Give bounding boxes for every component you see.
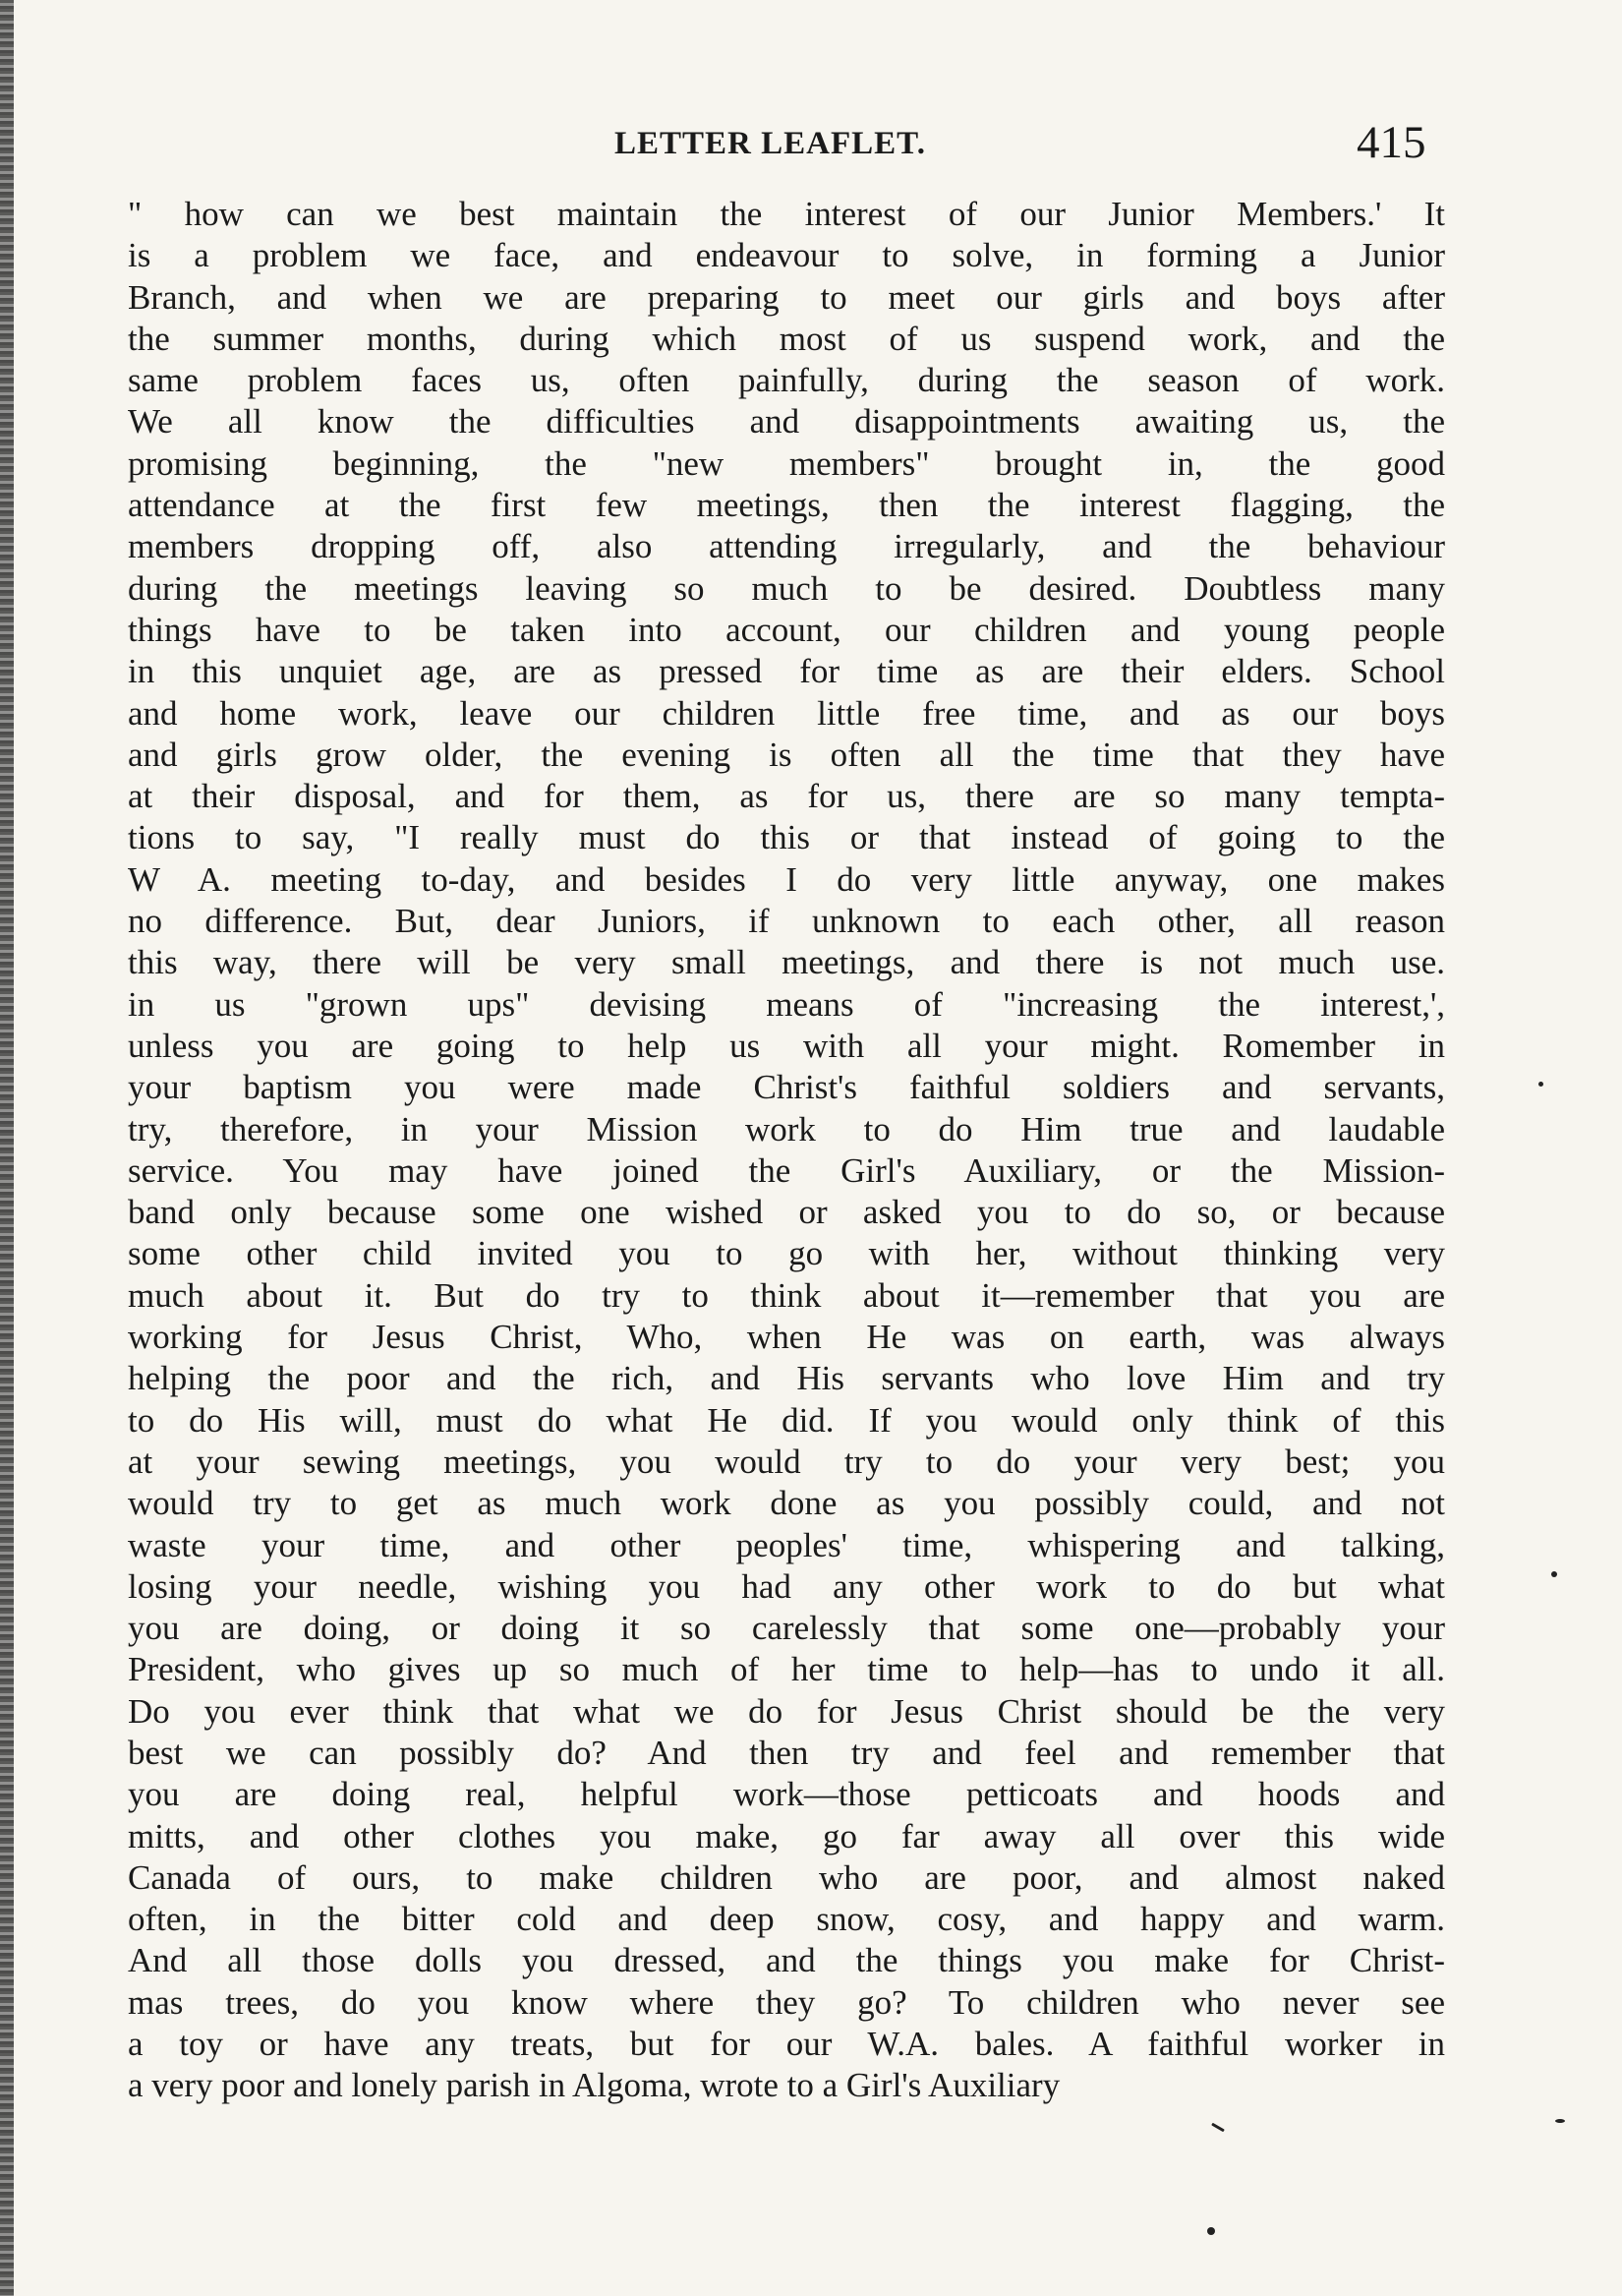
scan-speck	[1211, 2123, 1225, 2133]
text-line: mitts, and other clothes you make, go far away all over this wide	[128, 1816, 1445, 1855]
text-line: you are doing real, helpful work—those petticoats and hoods and	[128, 1775, 1445, 1814]
text-line: W A. meeting to-day, and besides I do very little anyway, one makes	[128, 859, 1445, 899]
text-line: your baptism you were made Christ's faithful soldiers and servants,	[128, 1068, 1445, 1107]
text-line: things have to be taken into account, our children and young people	[128, 610, 1445, 649]
text-line: you are doing, or doing it so carelessly that some one—probably your	[128, 1609, 1445, 1648]
text-line: Do you ever think that what we do for Jesus Christ should be the very	[128, 1691, 1445, 1731]
text-line: would try to get as much work done as you possibly could, and not	[128, 1484, 1445, 1523]
text-line: tions to say, "I really must do this or that instead of going to the	[128, 818, 1445, 857]
text-line: a toy or have any treats, but for our W.A. bales. A faithful worker in	[128, 2025, 1445, 2064]
text-line: often, in the bitter cold and deep snow, cosy, and happy and warm.	[128, 1900, 1445, 1939]
text-line: service. You may have joined the Girl's Auxiliary, or the Mission-	[128, 1150, 1445, 1190]
text-line: losing your needle, wishing you had any other work to do but what	[128, 1566, 1445, 1606]
page-header	[128, 116, 1445, 185]
text-line: much about it. But do try to think about it—remember that you are	[128, 1275, 1445, 1315]
text-line: and home work, leave our children little free time, and as our boys	[128, 693, 1445, 733]
scan-speck	[1207, 2227, 1215, 2235]
text-line: mas trees, do you know where they go? To children who never see	[128, 1982, 1445, 2022]
text-line: President, who gives up so much of her time to help—has to undo it all.	[128, 1650, 1445, 1689]
running-title: LETTER LEAFLET.	[614, 126, 926, 161]
page-number: 415	[1357, 117, 1426, 168]
text-line: We all know the difficulties and disappointments awaiting us, the	[128, 402, 1445, 442]
text-line: " how can we best maintain the interest of our Junior Members.' It	[128, 195, 1445, 233]
text-line: same problem faces us, often painfully, during the season of work.	[128, 361, 1445, 400]
text-line: Canada of ours, to make children who are poor, and almost naked	[128, 1857, 1445, 1897]
text-line: at your sewing meetings, you would try to do your very best; you	[128, 1442, 1445, 1481]
text-line: attendance at the first few meetings, then the interest flagging, the	[128, 486, 1445, 525]
text-line: unless you are going to help us with all your might. Romember in	[128, 1026, 1445, 1065]
scan-speck	[1555, 2119, 1565, 2123]
text-line: during the meetings leaving so much to be desired. Doubtless many	[128, 568, 1445, 608]
text-line: promising beginning, the "new members" brought in, the good	[128, 443, 1445, 483]
text-line: waste your time, and other peoples' time, whispering and talking,	[128, 1525, 1445, 1564]
text-line: is a problem we face, and endeavour to solve, in forming a Junior	[128, 236, 1445, 275]
binding-edge	[0, 0, 14, 2296]
text-line: this way, there will be very small meetings, and there is not much use.	[128, 943, 1445, 982]
text-line: Branch, and when we are preparing to meet our girls and boys after	[128, 277, 1445, 317]
text-line: to do His will, must do what He did. If you would only think of this	[128, 1400, 1445, 1440]
text-line: members dropping off, also attending irregularly, and the behaviour	[128, 527, 1445, 566]
scan-speck	[1538, 1082, 1543, 1087]
text-line: in this unquiet age, are as pressed for time as are their elders. School	[128, 652, 1445, 691]
text-line: the summer months, during which most of us suspend work, and the	[128, 319, 1445, 358]
text-line: a very poor and lonely parish in Algoma, wrote to a Girl's Auxiliary	[128, 2066, 1061, 2105]
text-line: best we can possibly do? And then try and feel and remember that	[128, 1733, 1445, 1772]
text-line: helping the poor and the rich, and His servants who love Him and try	[128, 1359, 1445, 1398]
text-line: some other child invited you to go with her, without thinking very	[128, 1234, 1445, 1273]
text-line: at their disposal, and for them, as for us, there are so many tempta-	[128, 777, 1445, 816]
text-line: try, therefore, in your Mission work to do Him true and laudable	[128, 1109, 1445, 1148]
text-line: working for Jesus Christ, Who, when He was on earth, was always	[128, 1318, 1445, 1357]
text-line: And all those dolls you dressed, and the things you make for Christ-	[128, 1941, 1445, 1980]
scan-speck	[1551, 1571, 1557, 1577]
text-line: band only because some one wished or asked you to do so, or because	[128, 1193, 1445, 1232]
text-line: no difference. But, dear Juniors, if unknown to each other, all reason	[128, 902, 1445, 941]
text-line: in us "grown ups" devising means of "increasing the interest,',	[128, 984, 1445, 1024]
text-line: and girls grow older, the evening is often all the time that they have	[128, 735, 1445, 774]
body-text	[128, 194, 1445, 2107]
